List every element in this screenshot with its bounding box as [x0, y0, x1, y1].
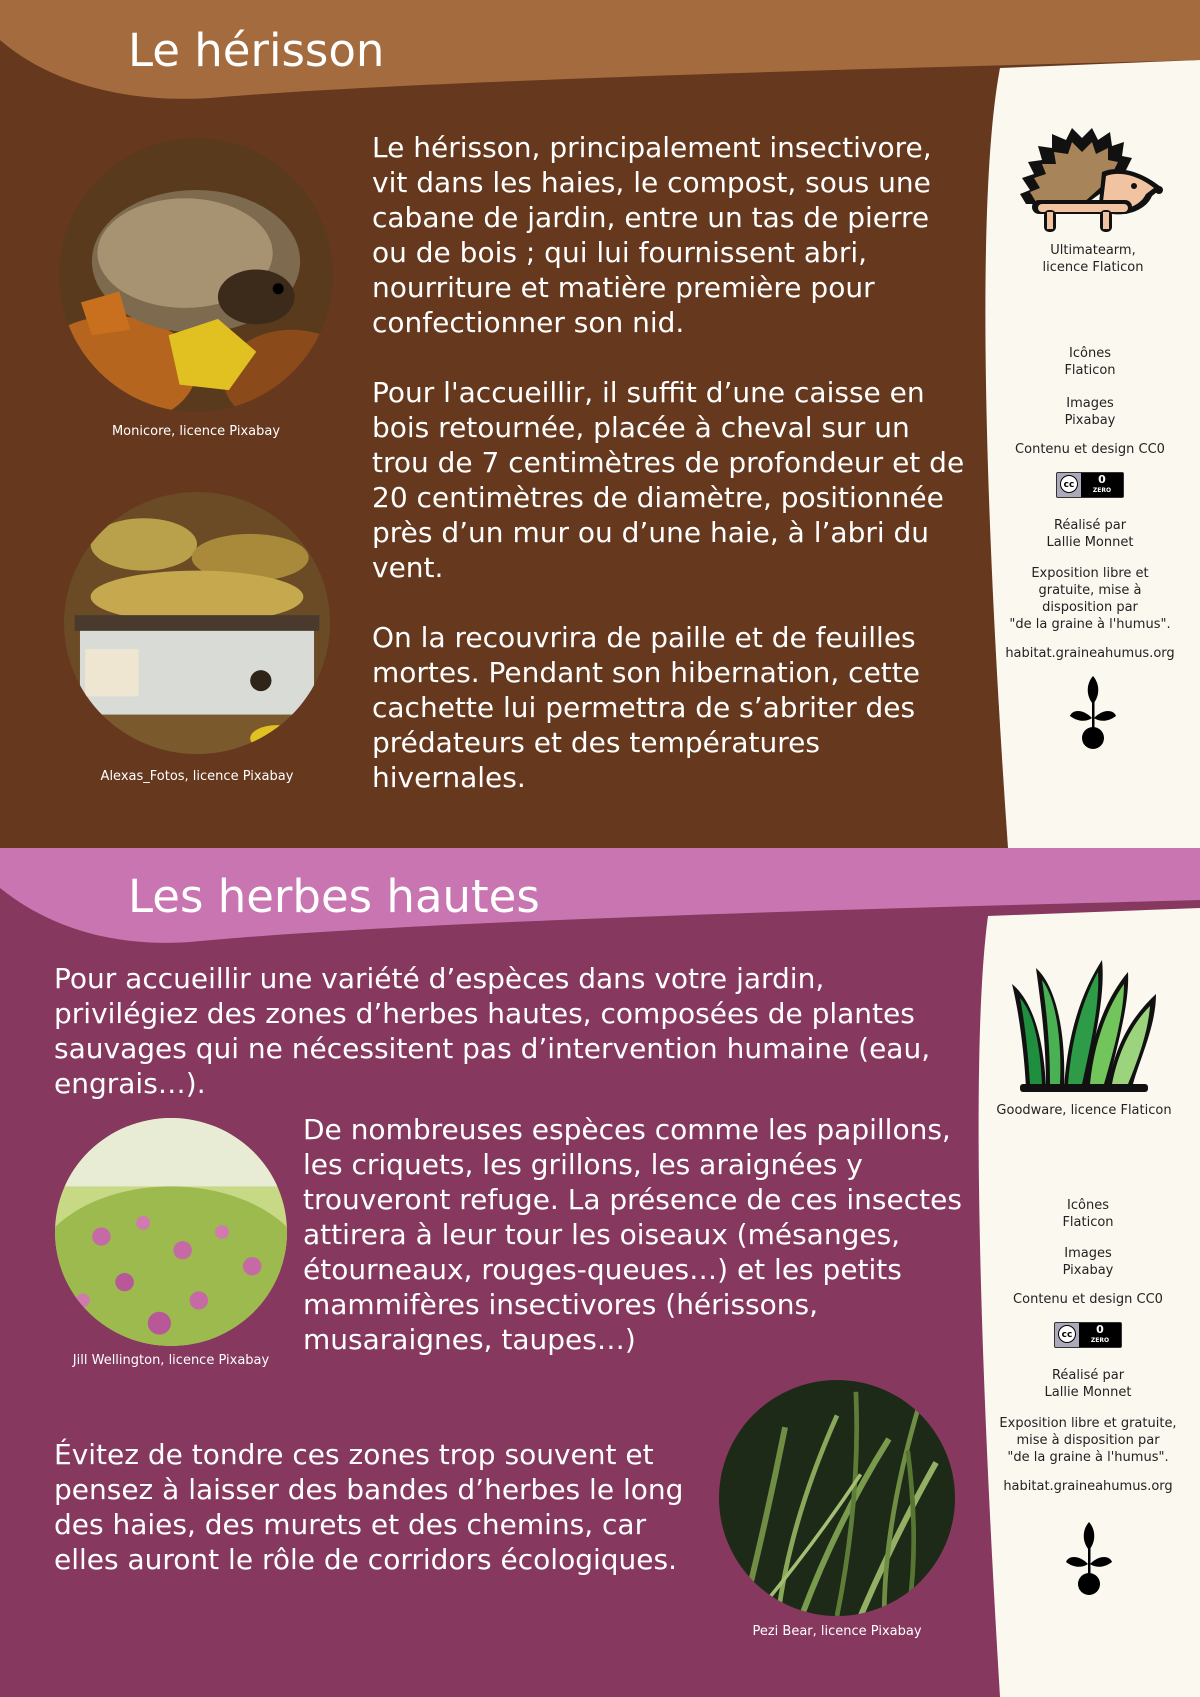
author-label: Réalisé par — [1053, 518, 1127, 533]
clover-meadow-photo — [55, 1118, 287, 1346]
images-credit-label: Images — [1064, 1246, 1112, 1261]
exhibition-note: "de la graine à l'humus". — [1009, 617, 1171, 632]
hedgehog-icon-credit — [1003, 242, 1183, 276]
icons-credit-label: Icônes — [1069, 346, 1111, 361]
sidebar-credits-top — [1000, 345, 1180, 662]
icon-credit-line: Ultimatearm, — [1050, 243, 1136, 258]
house-photo-credit: Alexas_Fotos, licence Pixabay — [100, 769, 294, 784]
hedgehog-house-photo — [64, 492, 330, 754]
icon-credit-line: Goodware, licence Flaticon — [996, 1103, 1172, 1118]
exhibition-note: mise à disposition par — [1016, 1433, 1160, 1448]
exhibition-note: "de la graine à l'humus". — [1007, 1450, 1169, 1465]
hedgehog-paragraph-1: Le hérisson, principalement insectivore, vit dans les haies, le compost, sous une cabane de jardin, entre un tas de pierre ou de bois ; qui lui fournissent abri, nourriture et matière première pour confectionner son nid. — [372, 131, 932, 339]
hedgehog-title: Le hérisson — [128, 24, 385, 77]
icons-credit-label: Icônes — [1067, 1198, 1109, 1213]
images-credit-label: Images — [1066, 396, 1114, 411]
grass-icon-credit — [994, 1102, 1174, 1119]
sidebar-credits-bottom — [998, 1197, 1178, 1495]
hedgehog-icon — [1016, 124, 1168, 236]
grass-paragraph-3: Évitez de tondre ces zones trop souvent et pensez à laisser des bandes d’herbes le long des haies, des murets et des chemins, car elles auront le rôle de corridors écologiques. — [54, 1438, 684, 1576]
icons-credit-source: Flaticon — [1062, 1215, 1114, 1230]
exhibition-note: Exposition libre et gratuite, — [999, 1416, 1177, 1431]
website-link[interactable]: habitat.graineahumus.org — [1003, 1479, 1173, 1494]
images-credit-source: Pixabay — [1062, 1263, 1114, 1278]
grass-title: Les herbes hautes — [128, 870, 540, 923]
icons-credit-source: Flaticon — [1064, 363, 1116, 378]
grass-paragraph-1: Pour accueillir une variété d’espèces dans votre jardin, privilégiez des zones d’herbes hautes, composées de plantes sauvages qui ne nécessitent pas d’intervention humaine (eau, engrais…). — [54, 962, 931, 1100]
author-name: Lallie Monnet — [1044, 1385, 1132, 1400]
sprout-logo-icon — [1068, 674, 1118, 750]
exhibition-note: Exposition libre et — [1031, 566, 1149, 581]
grass-paragraph-2: De nombreuses espèces comme les papillons, les criquets, les grillons, les araignées y trouveront refuge. La présence de ces insectes attirera à leur tour les oiseaux (mésanges, étourneaux, rouges-queues…) et les petits mammifères insectivores (hérissons, musaraignes, taupes…) — [303, 1113, 962, 1356]
hedgehog-paragraph-3: On la recouvrira de paille et de feuilles mortes. Pendant son hibernation, cette cachette lui permettra de s’abriter des prédateurs et des températures hivernales. — [372, 621, 920, 794]
sprout-logo-icon — [1064, 1520, 1114, 1596]
grass-icon — [1010, 958, 1158, 1094]
images-credit-source: Pixabay — [1064, 413, 1116, 428]
cc0-badge: cc 0 ZERO — [998, 1322, 1178, 1353]
cc0-badge: cc 0 ZERO — [1000, 472, 1180, 503]
grass-photo-credit: Pezi Bear, licence Pixabay — [752, 1624, 922, 1639]
clover-photo-credit: Jill Wellington, licence Pixabay — [72, 1353, 270, 1368]
hedgehog-panel — [0, 0, 1200, 848]
hedgehog-paragraph-2: Pour l'accueillir, il suffit d’une caisse en bois retournée, placée à cheval sur un trou de 7 centimètres de profondeur et de 20 centimètres de diamètre, positionnée près d’un mur ou d’une haie, à l’abri du vent. — [372, 376, 965, 584]
grass-panel — [0, 848, 1200, 1697]
license-text: Contenu et design CC0 — [1015, 442, 1165, 457]
hedgehog-photo-credit: Monicore, licence Pixabay — [111, 424, 281, 439]
author-name: Lallie Monnet — [1046, 535, 1134, 550]
exhibition-note: disposition par — [1042, 600, 1138, 615]
website-link[interactable]: habitat.graineahumus.org — [1005, 646, 1175, 661]
hedgehog-photo — [59, 138, 333, 412]
license-text: Contenu et design CC0 — [1013, 1292, 1163, 1307]
icon-credit-line: licence Flaticon — [1042, 260, 1144, 275]
exhibition-note: gratuite, mise à — [1038, 583, 1142, 598]
author-label: Réalisé par — [1051, 1368, 1125, 1383]
tall-grass-photo — [719, 1380, 955, 1616]
